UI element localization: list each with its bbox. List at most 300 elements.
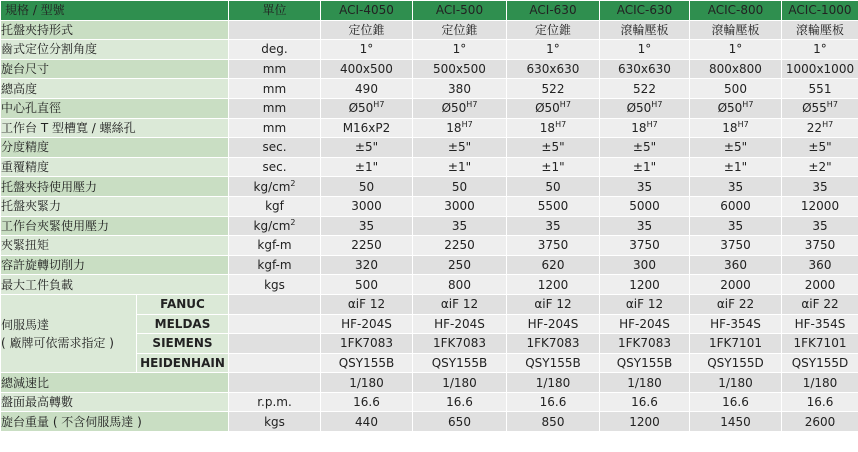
row-label: 工作台 T 型槽寬 / 螺絲孔	[1, 118, 229, 138]
row-value	[507, 255, 600, 275]
value-text: 定位錐	[441, 22, 478, 37]
row-value	[782, 138, 858, 158]
row-unit	[229, 138, 321, 158]
value-text: 630x630	[526, 62, 580, 77]
row-value: 1FK7101	[690, 334, 782, 354]
row-value: αiF 12	[507, 294, 600, 314]
row-value	[600, 196, 690, 216]
unit-text: kgf-m	[257, 238, 292, 253]
row-unit	[229, 412, 321, 432]
row-value	[413, 236, 507, 256]
value-text: 500	[355, 277, 378, 292]
row-value	[600, 392, 690, 412]
value-text: 定位錐	[348, 22, 385, 37]
row-value	[321, 373, 413, 393]
value-text: 1200	[537, 277, 569, 292]
unit-text: mm	[262, 101, 287, 116]
table-row	[1, 177, 858, 197]
value-superscript: H7	[373, 100, 385, 110]
table-row	[1, 20, 858, 40]
unit-text: kg/cm	[253, 179, 291, 194]
value-text: ±5"	[808, 140, 832, 155]
value-text: M16xP2	[342, 120, 391, 135]
row-value	[782, 20, 858, 40]
row-value	[321, 255, 413, 275]
row-value	[600, 138, 690, 158]
row-value	[413, 196, 507, 216]
value-text: ±5"	[447, 140, 472, 155]
row-value	[321, 20, 413, 40]
row-unit	[229, 392, 321, 412]
row-label: 托盤夾持形式	[1, 20, 229, 40]
row-label: 最大工件負載	[1, 275, 229, 295]
table-row	[1, 236, 858, 256]
row-value	[782, 59, 858, 79]
value-text: ±5"	[632, 140, 657, 155]
row-value	[507, 275, 600, 295]
value-superscript: H7	[737, 119, 749, 129]
row-value	[690, 373, 782, 393]
row-value	[507, 40, 600, 60]
table-row	[1, 216, 858, 236]
value-text: 5500	[537, 199, 569, 214]
row-value	[507, 236, 600, 256]
value-text: 16.6	[539, 395, 567, 410]
row-value	[321, 275, 413, 295]
row-unit	[229, 294, 321, 314]
table-row	[1, 79, 858, 99]
value-superscript: H7	[559, 100, 571, 110]
row-value	[690, 196, 782, 216]
row-value	[413, 157, 507, 177]
row-value	[321, 157, 413, 177]
row-value	[321, 392, 413, 412]
row-value	[413, 118, 507, 138]
value-text: 1450	[720, 414, 751, 429]
value-text: 800x800	[709, 62, 762, 77]
value-text: 3750	[804, 238, 836, 253]
row-value	[782, 216, 858, 236]
value-text: 300	[633, 258, 656, 273]
row-value	[600, 118, 690, 138]
value-text: 360	[724, 258, 747, 273]
row-value	[690, 275, 782, 295]
row-value	[507, 98, 600, 118]
row-unit	[229, 216, 321, 236]
value-text: 35	[812, 218, 828, 233]
unit-text: kg/cm	[253, 218, 291, 233]
value-text: 490	[355, 81, 378, 96]
row-value	[507, 196, 600, 216]
row-value	[413, 373, 507, 393]
row-value: 1FK7083	[321, 334, 413, 354]
row-value	[507, 216, 600, 236]
row-value: HF-204S	[600, 314, 690, 334]
value-text: 50	[451, 179, 468, 194]
value-text: 22	[806, 120, 823, 135]
row-label: 齒式定位分割角度	[1, 40, 229, 60]
row-label: 旋台尺寸	[1, 59, 229, 79]
row-label: 盤面最高轉數	[1, 392, 229, 412]
header-model: ACIC-800	[690, 1, 782, 21]
row-value	[782, 236, 858, 256]
value-text: 滾輪壓板	[620, 22, 669, 37]
value-text: ±1"	[447, 160, 472, 175]
row-unit	[229, 236, 321, 256]
value-text: 35	[812, 179, 828, 194]
row-value	[782, 392, 858, 412]
value-text: 380	[448, 81, 471, 96]
row-value	[413, 275, 507, 295]
row-value	[321, 196, 413, 216]
value-text: ±1"	[723, 160, 748, 175]
table-row	[1, 59, 858, 79]
row-unit	[229, 275, 321, 295]
value-superscript: H7	[822, 119, 834, 129]
row-value	[782, 412, 858, 432]
value-text: 620	[541, 258, 565, 273]
row-value	[507, 157, 600, 177]
servo-brand: SIEMENS	[137, 334, 229, 354]
table-row	[1, 118, 858, 138]
row-value	[782, 79, 858, 99]
unit-superscript: 2	[290, 178, 296, 188]
value-text: 6000	[720, 199, 751, 214]
servo-brand: FANUC	[137, 294, 229, 314]
row-value	[507, 412, 600, 432]
row-value	[413, 412, 507, 432]
value-text: 1/180	[535, 375, 571, 390]
value-text: 定位錐	[534, 22, 571, 37]
row-value: HF-204S	[413, 314, 507, 334]
row-value	[782, 373, 858, 393]
value-text: 551	[808, 81, 832, 96]
value-text: 3750	[720, 238, 751, 253]
header-model: ACI-500	[413, 1, 507, 21]
value-text: 滾輪壓板	[795, 22, 844, 37]
value-text: 1/180	[718, 375, 753, 390]
servo-brand: HEIDENHAIN	[137, 353, 229, 373]
row-value	[600, 236, 690, 256]
row-value	[321, 412, 413, 432]
table-body	[1, 20, 858, 431]
value-text: 35	[545, 218, 561, 233]
value-text: 35	[636, 179, 653, 194]
unit-text: kgs	[264, 414, 285, 429]
row-value	[413, 20, 507, 40]
row-value	[413, 216, 507, 236]
value-text: 35	[451, 218, 468, 233]
row-value	[600, 40, 690, 60]
header-model: ACIC-1000	[782, 1, 858, 21]
row-value	[690, 59, 782, 79]
row-unit	[229, 79, 321, 99]
row-value	[690, 118, 782, 138]
row-label: 重覆精度	[1, 157, 229, 177]
row-value	[690, 216, 782, 236]
value-superscript: H7	[646, 119, 658, 129]
row-unit	[229, 334, 321, 354]
row-value	[507, 177, 600, 197]
row-value	[321, 236, 413, 256]
value-text: Ø50	[626, 101, 652, 116]
servo-label-line1: 伺服馬達	[1, 317, 50, 332]
value-text: 1°	[813, 42, 827, 57]
servo-label	[1, 294, 137, 372]
value-text: 522	[633, 81, 656, 96]
row-unit	[229, 98, 321, 118]
header-model: ACIC-630	[600, 1, 690, 21]
row-label: 托盤夾持使用壓力	[1, 177, 229, 197]
row-value	[782, 157, 858, 177]
table-row	[1, 157, 858, 177]
row-unit	[229, 373, 321, 393]
value-text: 35	[727, 179, 744, 194]
value-text: 16.6	[353, 395, 380, 410]
row-value: 1FK7083	[413, 334, 507, 354]
value-text: 滾輪壓板	[711, 22, 760, 37]
row-value	[321, 40, 413, 60]
row-unit	[229, 314, 321, 334]
row-value: 1FK7083	[600, 334, 690, 354]
value-text: 1°	[546, 42, 560, 57]
value-text: Ø55	[802, 101, 827, 116]
row-value: 1FK7083	[507, 334, 600, 354]
value-text: 2250	[444, 238, 475, 253]
unit-text: kgf-m	[257, 258, 292, 273]
value-text: 50	[358, 179, 375, 194]
row-value: αiF 12	[600, 294, 690, 314]
value-text: 16.6	[722, 395, 749, 410]
header-model: ACI-630	[507, 1, 600, 21]
row-label: 托盤夾緊力	[1, 196, 229, 216]
row-value	[413, 40, 507, 60]
unit-text: mm	[262, 81, 287, 96]
value-text: ±1"	[354, 160, 379, 175]
value-superscript: H7	[466, 100, 478, 110]
value-text: ±1"	[632, 160, 657, 175]
value-text: 1°	[359, 42, 374, 57]
value-text: 3750	[537, 238, 569, 253]
row-value	[600, 59, 690, 79]
row-value	[413, 177, 507, 197]
row-unit	[229, 118, 321, 138]
value-text: 1/180	[442, 375, 477, 390]
value-text: ±1"	[541, 160, 565, 175]
row-value	[507, 138, 600, 158]
value-text: 360	[808, 258, 832, 273]
value-text: 320	[355, 258, 378, 273]
row-label: 總高度	[1, 79, 229, 99]
table-row	[1, 373, 858, 393]
value-text: 250	[448, 258, 471, 273]
row-value	[600, 255, 690, 275]
table-row	[1, 98, 858, 118]
unit-text: mm	[262, 120, 287, 135]
row-value	[413, 79, 507, 99]
value-text: Ø50	[535, 101, 560, 116]
value-text: ±2"	[808, 160, 832, 175]
row-value	[507, 20, 600, 40]
row-value	[600, 373, 690, 393]
row-value	[321, 98, 413, 118]
value-text: 400x500	[340, 62, 393, 77]
row-value	[507, 59, 600, 79]
row-value	[690, 236, 782, 256]
row-value	[413, 392, 507, 412]
row-value	[413, 59, 507, 79]
row-value: QSY155B	[507, 353, 600, 373]
row-value	[690, 157, 782, 177]
row-value	[690, 412, 782, 432]
value-text: 12000	[800, 199, 840, 214]
row-value	[782, 118, 858, 138]
servo-label-line2: ( 廠牌可依需求指定 )	[1, 335, 114, 350]
row-label: 工作台夾緊使用壓力	[1, 216, 229, 236]
row-value	[321, 118, 413, 138]
value-text: 500	[724, 81, 747, 96]
row-value: QSY155B	[600, 353, 690, 373]
row-value	[600, 79, 690, 99]
row-value	[600, 216, 690, 236]
row-value	[600, 177, 690, 197]
table-row	[1, 138, 858, 158]
value-text: 440	[355, 414, 378, 429]
row-label: 中心孔直徑	[1, 98, 229, 118]
row-value	[690, 177, 782, 197]
row-value: HF-204S	[321, 314, 413, 334]
value-text: 1°	[452, 42, 467, 57]
table-row	[1, 275, 858, 295]
value-text: 2000	[804, 277, 836, 292]
row-value	[413, 98, 507, 118]
row-value	[507, 392, 600, 412]
value-text: 850	[541, 414, 565, 429]
row-unit	[229, 353, 321, 373]
unit-text: r.p.m.	[257, 395, 292, 410]
unit-text: mm	[262, 62, 287, 77]
row-value	[600, 98, 690, 118]
value-text: 35	[358, 218, 375, 233]
row-unit	[229, 177, 321, 197]
row-value: αiF 22	[690, 294, 782, 314]
row-unit	[229, 196, 321, 216]
value-text: Ø50	[348, 101, 374, 116]
row-value	[600, 20, 690, 40]
table-header	[1, 1, 858, 21]
header-unit: 單位	[229, 1, 321, 21]
value-text: ±5"	[541, 140, 565, 155]
row-unit	[229, 59, 321, 79]
value-text: 16.6	[806, 395, 834, 410]
value-text: 16.6	[446, 395, 473, 410]
row-value	[600, 275, 690, 295]
value-superscript: H7	[461, 119, 473, 129]
value-text: 2000	[720, 277, 751, 292]
row-value	[690, 392, 782, 412]
row-value: HF-204S	[507, 314, 600, 334]
header-model: ACI-4050	[321, 1, 413, 21]
value-text: 3750	[629, 238, 660, 253]
value-text: 1/180	[627, 375, 662, 390]
table-row	[1, 255, 858, 275]
row-value	[413, 255, 507, 275]
row-value: αiF 12	[413, 294, 507, 314]
row-value: αiF 22	[782, 294, 858, 314]
servo-row	[1, 294, 858, 314]
value-superscript: H7	[742, 100, 754, 110]
row-value: QSY155D	[690, 353, 782, 373]
row-value	[690, 40, 782, 60]
row-label: 分度精度	[1, 138, 229, 158]
value-text: 35	[636, 218, 653, 233]
value-text: ±5"	[723, 140, 748, 155]
value-text: 500x500	[433, 62, 486, 77]
unit-text: sec.	[262, 140, 287, 155]
value-superscript: H7	[826, 100, 838, 110]
value-text: 35	[727, 218, 744, 233]
table-row	[1, 412, 858, 432]
row-value	[690, 20, 782, 40]
value-text: 3000	[444, 199, 475, 214]
value-text: 3000	[351, 199, 382, 214]
row-value	[782, 40, 858, 60]
value-text: 18	[722, 120, 738, 135]
value-text: 1200	[629, 277, 660, 292]
value-text: 50	[545, 179, 561, 194]
value-text: 1000x1000	[785, 62, 855, 77]
unit-text: deg.	[261, 42, 288, 57]
row-value	[600, 412, 690, 432]
row-value	[321, 216, 413, 236]
row-value	[690, 98, 782, 118]
row-label: 旋台重量 ( 不含伺服馬達 )	[1, 412, 229, 432]
row-value: QSY155D	[782, 353, 858, 373]
row-value: QSY155B	[321, 353, 413, 373]
value-text: 1200	[629, 414, 660, 429]
unit-text: kgs	[264, 277, 285, 292]
row-unit	[229, 20, 321, 40]
row-unit	[229, 157, 321, 177]
value-text: ±5"	[354, 140, 379, 155]
unit-text: kgf	[265, 199, 284, 214]
value-text: 522	[541, 81, 565, 96]
row-label: 總減速比	[1, 373, 229, 393]
row-value	[782, 275, 858, 295]
row-label: 夾緊扭矩	[1, 236, 229, 256]
row-value: HF-354S	[782, 314, 858, 334]
row-value	[507, 373, 600, 393]
value-text: Ø50	[717, 101, 743, 116]
servo-brand: MELDAS	[137, 314, 229, 334]
row-unit	[229, 255, 321, 275]
row-value	[782, 255, 858, 275]
row-value	[690, 138, 782, 158]
row-value	[507, 118, 600, 138]
table-row	[1, 40, 858, 60]
value-text: 1°	[728, 42, 743, 57]
row-value	[690, 255, 782, 275]
value-superscript: H7	[555, 119, 567, 129]
row-value	[321, 177, 413, 197]
value-text: 630x630	[618, 62, 671, 77]
row-value	[507, 79, 600, 99]
row-value	[321, 79, 413, 99]
row-value	[600, 157, 690, 177]
value-text: 650	[448, 414, 471, 429]
value-text: 18	[631, 120, 647, 135]
row-unit	[229, 40, 321, 60]
